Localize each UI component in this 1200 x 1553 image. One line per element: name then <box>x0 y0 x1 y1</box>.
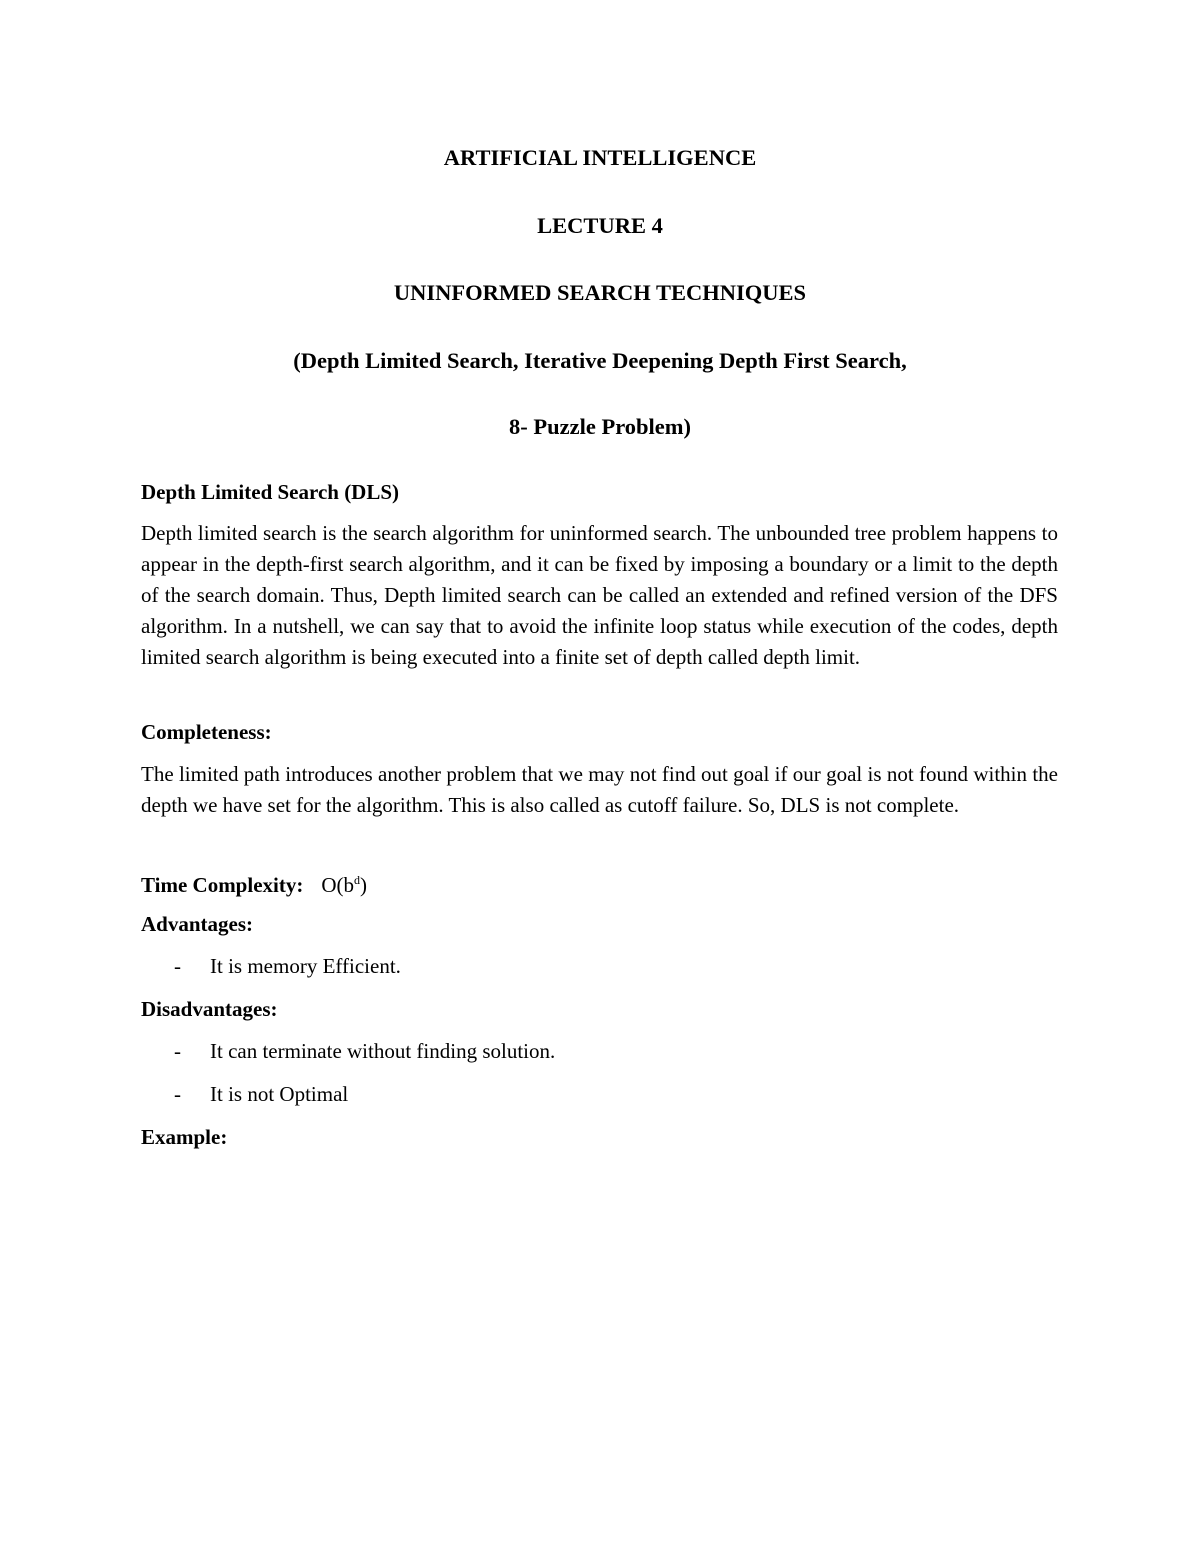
completeness-heading: Completeness: <box>141 720 272 744</box>
topics-line-2: 8- Puzzle Problem) <box>508 414 692 439</box>
completeness-text: The limited path introduces another problem that we may not find out goal if our goal is not found within the depth we have set for the algorithm. This is also called as cutoff failure. So, DLS is not complete. <box>141 762 1058 817</box>
disadvantage-text: It is not Optimal <box>210 1082 349 1106</box>
bullet-dash: - <box>174 1039 181 1063</box>
time-complexity-value: $O(b^d)$ <box>321 873 368 897</box>
advantage-text: It is memory Efficient. <box>210 954 401 978</box>
lecture-number: LECTURE 4 <box>537 213 663 238</box>
bullet-dash: - <box>174 954 181 978</box>
advantage-item <box>174 952 401 980</box>
bullet-dash: - <box>174 1082 181 1106</box>
document-title: ARTIFICIAL INTELLIGENCE <box>443 145 757 170</box>
disadvantage-item <box>174 1080 348 1108</box>
example-heading: Example: <box>141 1125 228 1149</box>
lecture-subtitle: UNINFORMED SEARCH TECHNIQUES <box>393 280 807 305</box>
disadvantage-item <box>174 1037 555 1065</box>
time-complexity-label: Time Complexity: <box>141 873 304 897</box>
time-complexity-row <box>141 866 367 899</box>
dls-heading: Depth Limited Search (DLS) <box>141 480 400 504</box>
topics-line-1: (Depth Limited Search, Iterative Deepening Depth First Search, <box>293 348 907 373</box>
disadvantage-text: It can terminate without finding solution. <box>210 1039 556 1063</box>
dls-description: Depth limited search is the search algorithm for uninformed search. The unbounded tree problem happens to appear in the depth-first search algorithm, and it can be fixed by imposing a boundary or a limit to the depth of the search domain. Thus, Depth limited search can be called an extended and refined version of the DFS algorithm. In a nutshell, we can say that to avoid the infinite loop status while execution of the codes, depth limited search algorithm is being executed into a finite set of depth called depth limit. <box>141 521 1058 669</box>
disadvantages-heading: Disadvantages: <box>141 997 278 1021</box>
advantages-heading: Advantages: <box>141 912 254 936</box>
